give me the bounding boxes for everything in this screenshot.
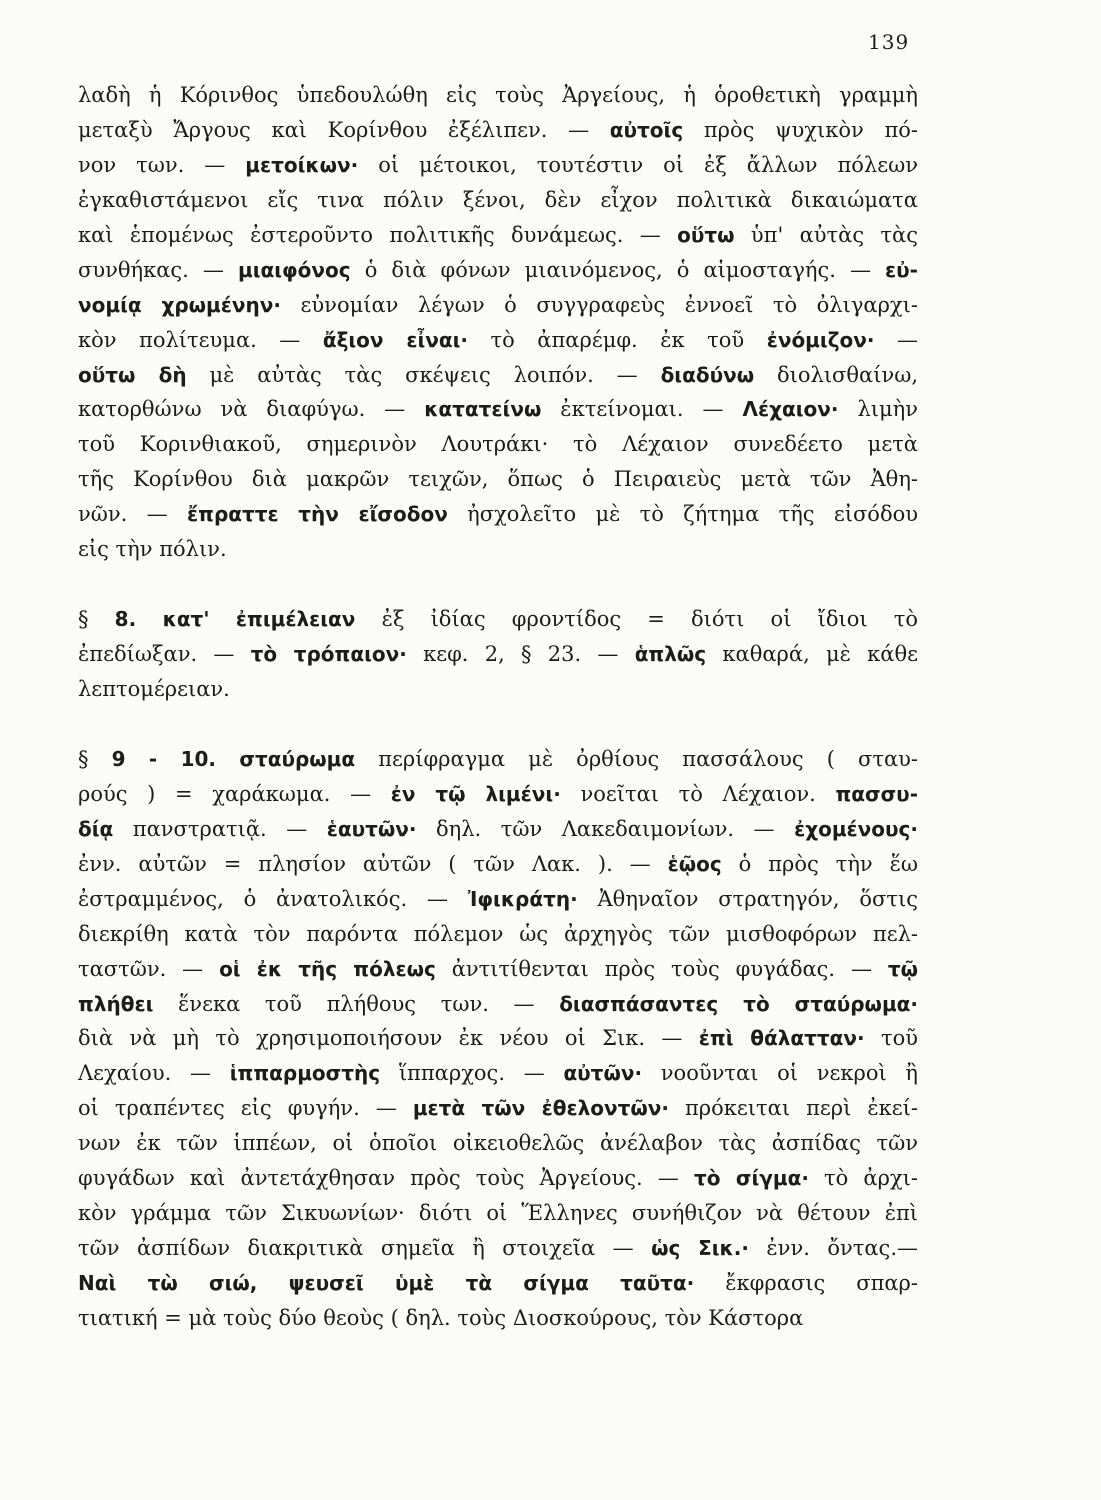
paragraph [78, 742, 918, 1336]
lemma-term: μετὰ τῶν ἐθελοντῶν· [412, 1096, 669, 1121]
gloss-text: ἐνν. ὄντας.— [748, 1236, 918, 1261]
gloss-text: εὐνομίαν λέγων ὁ συγγραφεὺς ἐννοεῖ τὸ ὀλιγαρχι- [280, 292, 918, 317]
text-line [78, 323, 918, 358]
gloss-text: λαδὴ ἡ Κόρινθος ὑπεδουλώθη εἰς τοὺς Ἀργείους, ἡ ὁροθετικὴ γραμμὴ [78, 83, 918, 107]
gloss-text: ἐξ ἰδίας φροντίδος = διότι οἱ ἴδιοι τὸ [355, 607, 918, 632]
gloss-text: λεπτομέρειαν. [78, 677, 230, 701]
gloss-text: δηλ. τῶν Λακεδαιμονίων. — [416, 816, 795, 841]
text-line [78, 288, 918, 323]
gloss-text: ἕνεκα τοῦ πλήθους των. — [153, 991, 560, 1016]
text-line [78, 952, 918, 987]
lemma-term: τὸ σίγμα· [693, 1166, 809, 1191]
gloss-text: ἔκφρασις σπαρ- [694, 1271, 918, 1295]
lemma-term: ἑαυτῶν· [326, 816, 417, 841]
gloss-text: πανστρατιᾷ. — [113, 816, 327, 841]
lemma-term: 8. κατ' ἐπιμέλειαν [114, 607, 356, 632]
text-line [78, 532, 918, 567]
text-line [78, 218, 918, 253]
gloss-text: διεκρίθη κατὰ τὸν παρόντα πόλεμον ὡς ἀρχηγὸς τῶν μισθοφόρων πελ- [78, 921, 918, 946]
text-line [78, 1266, 918, 1301]
text-line [78, 882, 918, 917]
text-line [78, 1231, 918, 1266]
text-line [78, 1301, 918, 1336]
lemma-term: ἐνόμιζον· [766, 327, 875, 352]
gloss-text: ρούς ) = χαράκωμα. — [78, 781, 391, 806]
gloss-text: ὑπ' αὐτὰς τὰς [734, 222, 918, 247]
text-line [78, 392, 918, 427]
gloss-text: νοοῦνται οἱ νεκροὶ ἢ [642, 1061, 918, 1086]
lemma-term: εὐ- [885, 257, 918, 282]
lemma-term: τῷ [887, 956, 919, 981]
text-line [78, 148, 918, 183]
gloss-text: κεφ. 2, § 23. — [406, 642, 635, 667]
lemma-term: αὐτοῖς [609, 117, 684, 142]
lemma-term: ἄξιον εἶναι· [322, 327, 469, 352]
gloss-text: καθαρά, μὲ κάθε [706, 642, 918, 667]
gloss-text: νῶν. — [78, 502, 187, 527]
lemma-term: ἱππαρμοστὴς [229, 1061, 381, 1086]
gloss-text: τοῦ Κορινθιακοῦ, σημερινὸν Λουτράκι· τὸ Λέχαιον συνεδέετο μετὰ [78, 432, 918, 457]
gloss-text: διὰ νὰ μὴ τὸ χρησιμοποιήσουν ἐκ νέου οἱ Σικ. — [78, 1026, 699, 1051]
lemma-term: Ἰφικράτη· [467, 886, 578, 911]
lemma-term: διαδύνω [660, 362, 755, 387]
gloss-text: ἐνν. αὐτῶν = πλησίον αὐτῶν ( τῶν Λακ. ). — [78, 851, 668, 876]
gloss-text: τὸ ἀπαρέμφ. ἐκ τοῦ [468, 327, 767, 352]
text-line [78, 253, 918, 288]
gloss-text: νων ἐκ τῶν ἱππέων, οἱ ὁποῖοι οἰκειοθελῶς ἀνέλαβον τὰς ἀσπίδας τῶν [78, 1131, 918, 1156]
gloss-text: τῶν ἀσπίδων διακριτικὰ σημεῖα ἢ στοιχεῖα — [78, 1236, 652, 1261]
text-line [78, 812, 918, 847]
lemma-term: δίᾳ [78, 816, 114, 841]
gloss-text: κατορθώνω νὰ διαφύγω. — [78, 397, 425, 422]
gloss-text: τοῦ [864, 1026, 918, 1051]
gloss-text: νοεῖται τὸ Λέχαιον. [560, 781, 836, 806]
lemma-term: οὕτω [677, 222, 735, 247]
text-line [78, 78, 918, 113]
text-line [78, 427, 918, 462]
text-line [78, 637, 918, 672]
lemma-term: τὸ τρόπαιον· [250, 642, 407, 667]
lemma-term: ἐχομένους· [794, 816, 919, 841]
gloss-text: ταστῶν. — [78, 956, 220, 981]
text-line [78, 672, 918, 707]
text-line [78, 847, 918, 882]
text-line [78, 917, 918, 952]
lemma-term: ἔπραττε τὴν εἴσοδον [186, 502, 448, 527]
text-line [78, 1196, 918, 1231]
lemma-term: πασσυ- [835, 781, 918, 806]
lemma-term: ἐπὶ θάλατταν· [698, 1026, 865, 1051]
paragraph [78, 78, 918, 567]
gloss-text: οἱ τραπέντες εἰς φυγήν. — [78, 1096, 413, 1121]
gloss-text: ἐστραμμένος, ὁ ἀνατολικός. — [78, 886, 468, 911]
lemma-term: μιαιφόνος [237, 257, 351, 282]
text-line [78, 358, 918, 393]
lemma-term: διασπάσαντες τὸ σταύρωμα· [559, 991, 918, 1016]
gloss-text: διολισθαίνω, [754, 362, 919, 387]
gloss-text: πρὸς ψυχικὸν πό- [683, 117, 918, 142]
paragraph-gap [78, 707, 918, 742]
text-line [78, 1161, 918, 1196]
gloss-text: περίφραγμα μὲ ὀρθίους πασσάλους ( σταυ- [355, 746, 918, 771]
gloss-text: τῆς Κορίνθου διὰ μακρῶν τειχῶν, ὅπως ὁ Πειραιεὺς μετὰ τῶν Ἀθη- [78, 467, 918, 492]
gloss-text: μεταξὺ Ἄργους καὶ Κορίνθου ἐξέλιπεν. — [78, 117, 610, 142]
gloss-text: ἠσχολεῖτο μὲ τὸ ζήτημα τῆς εἰσόδου [447, 502, 918, 527]
text-line [78, 1056, 918, 1091]
lemma-term: νομίᾳ χρωμένην· [78, 292, 281, 317]
page-number: 139 [868, 30, 910, 54]
lemma-term: ἁπλῶς [634, 642, 707, 667]
text-line [78, 1126, 918, 1161]
text-line [78, 742, 918, 777]
gloss-text: ἐπεδίωξαν. — [78, 642, 251, 667]
gloss-text: τὸ ἀρχι- [808, 1166, 919, 1191]
gloss-text: εἰς τὴν πόλιν. [78, 537, 227, 562]
gloss-text: — [874, 327, 918, 352]
lemma-term: οὕτω δὴ [78, 362, 187, 387]
text-line [78, 1091, 918, 1126]
gloss-text: κὸν πολίτευμα. — [78, 327, 323, 352]
gloss-text: ἵππαρχος. — [380, 1061, 564, 1086]
lemma-term: οἱ ἐκ τῆς πόλεως [219, 956, 436, 981]
paragraph-gap [78, 567, 918, 602]
gloss-text: Ἀθηναῖον στρατηγόν, ὅστις [577, 886, 918, 911]
paragraph [78, 602, 918, 707]
gloss-text: πρόκειται περὶ ἐκεί- [668, 1096, 918, 1121]
gloss-text: Λεχαίου. — [78, 1061, 230, 1086]
gloss-text: ἀντιτίθενται πρὸς τοὺς φυγάδας. — [435, 956, 888, 981]
gloss-text: ὁ διὰ φόνων μιαινόμενος, ὁ αἱμοσταγής. — [350, 257, 886, 282]
lemma-term: ἑῷος [667, 851, 722, 876]
text-line [78, 987, 918, 1022]
gloss-text: § [78, 607, 115, 632]
gloss-text: ἐγκαθιστάμενοι εἴς τινα πόλιν ξένοι, δὲν εἶχον πολιτικὰ δικαιώματα [78, 187, 918, 212]
lemma-term: κατατείνω [424, 397, 542, 422]
gloss-text: φυγάδων καὶ ἀντετάχθησαν πρὸς τοὺς Ἀργείους. — [78, 1166, 694, 1191]
gloss-text: μὲ αὐτὰς τὰς σκέψεις λοιπόν. — [186, 362, 661, 387]
lemma-term: ἐν τῷ λιμένι· [390, 781, 561, 806]
gloss-text: ὁ πρὸς τὴν ἕω [721, 851, 919, 876]
gloss-text: λιμὴν [838, 397, 918, 422]
lemma-term: αὐτῶν· [563, 1061, 643, 1086]
text-line [78, 1021, 918, 1056]
gloss-text: τιατική = μὰ τοὺς δύο θεοὺς ( δηλ. τοὺς Διοσκούρους, τὸν Κάστορα [78, 1305, 804, 1330]
gloss-text: καὶ ἑπομένως ἐστεροῦντο πολιτικῆς δυνάμεως. — [78, 222, 678, 247]
text-line [78, 113, 918, 148]
lemma-term: Λέχαιον· [742, 397, 839, 422]
gloss-text: οἱ μέτοικοι, τουτέστιν οἱ ἐξ ἄλλων πόλεων [358, 152, 918, 177]
lemma-term: 9 - 10. σταύρωμα [111, 746, 356, 771]
gloss-text: νον των. — [78, 152, 246, 177]
text-line [78, 602, 918, 637]
lemma-term: μετοίκων· [245, 152, 359, 177]
gloss-text: § [78, 746, 112, 771]
commentary-text [78, 78, 918, 1336]
text-line [78, 183, 918, 218]
lemma-term: Ναὶ τὼ σιώ, ψευσεῖ ὑμὲ τὰ σίγμα ταῦτα· [78, 1271, 695, 1295]
text-line [78, 462, 918, 497]
gloss-text: κὸν γράμμα τῶν Σικυωνίων· διότι οἱ Ἕλληνες συνήθιζον νὰ θέτουν ἐπὶ [78, 1201, 918, 1226]
gloss-text: ἐκτείνομαι. — [541, 397, 743, 422]
lemma-term: ὡς Σικ.· [651, 1236, 749, 1261]
gloss-text: συνθήκας. — [78, 257, 238, 282]
lemma-term: πλήθει [78, 991, 154, 1016]
text-line [78, 497, 918, 532]
text-line [78, 777, 918, 812]
